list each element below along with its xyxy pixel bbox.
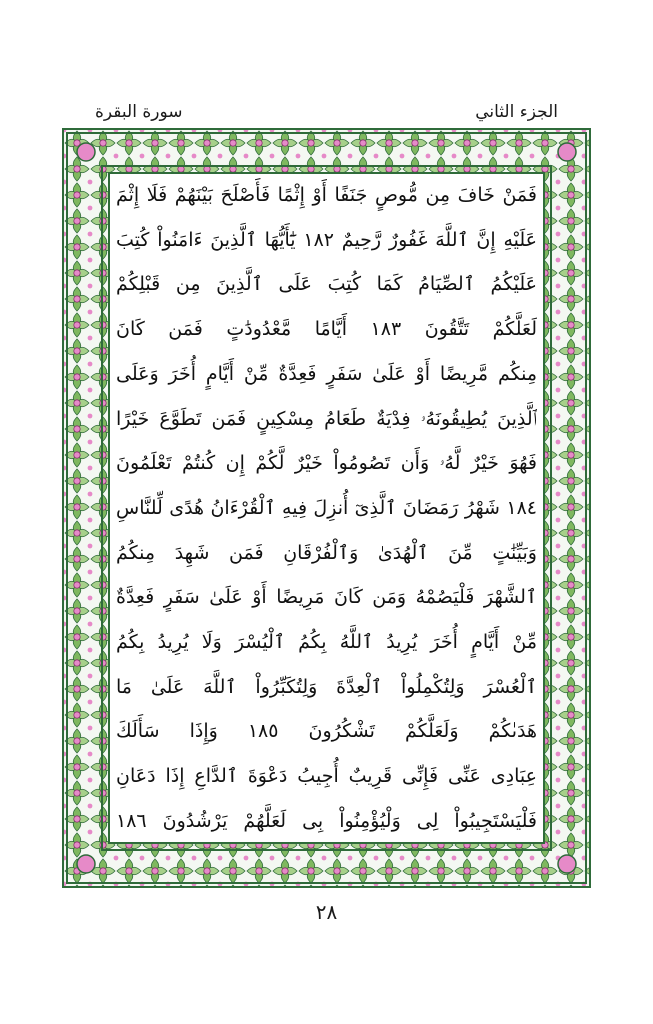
verse-line: عِبَادِى عَنِّى فَإِنِّى قَرِيبٌ أُجِيبُ دَعْوَةَ ٱلدَّاعِ إِذَا دَعَانِ xyxy=(116,765,537,788)
verse-line: فَلْيَسْتَجِيبُواْ لِى وَلْيُؤْمِنُواْ بِى لَعَلَّهُمْ يَرْشُدُونَ ١٨٦ xyxy=(116,809,537,832)
verse-line: مِّنْ أَيَّامٍ أُخَرَ يُرِيدُ ٱللَّهُ بِكُمُ ٱلْيُسْرَ وَلَا يُرِيدُ بِكُمُ xyxy=(116,631,537,654)
verse-line: وَبَيِّنَٰتٍ مِّنَ ٱلْهُدَىٰ وَٱلْفُرْقَانِ فَمَن شَهِدَ مِنكُمُ xyxy=(116,541,537,564)
page-header xyxy=(95,100,558,124)
verse-line: فَمَنْ خَافَ مِن مُّوصٍ جَنَفًا أَوْ إِثْمًا فَأَصْلَحَ بَيْنَهُمْ فَلَا إِثْمَ xyxy=(116,184,537,206)
verse-line: لَعَلَّكُمْ تَتَّقُونَ ١٨٣ أَيَّامًا مَّعْدُودَٰتٍ فَمَن كَانَ xyxy=(116,318,537,341)
surah-label: سورة البقرة xyxy=(95,102,183,122)
verse-line: عَلَيْهِ إِنَّ ٱللَّهَ غَفُورٌ رَّحِيمٌ ١٨٢ يَٰٓأَيُّهَا ٱلَّذِينَ ءَامَنُواْ كُتِبَ xyxy=(116,228,537,251)
verse-line: ١٨٤ شَهْرُ رَمَضَانَ ٱلَّذِىٓ أُنزِلَ فِيهِ ٱلْقُرْءَانُ هُدًى لِّلنَّاسِ xyxy=(116,496,537,519)
verse-line: ٱلشَّهْرَ فَلْيَصُمْهُ وَمَن كَانَ مَرِيضًا أَوْ عَلَىٰ سَفَرٍ فَعِدَّةٌ xyxy=(116,586,537,609)
verse-line: هَدَىٰكُمْ وَلَعَلَّكُمْ تَشْكُرُونَ ١٨٥ وَإِذَا سَأَلَكَ xyxy=(116,720,537,743)
verse-line: مِنكُم مَّرِيضًا أَوْ عَلَىٰ سَفَرٍ فَعِدَّةٌ مِّنْ أَيَّامٍ أُخَرَ وَعَلَى xyxy=(116,362,537,385)
page-number: ٢٨ xyxy=(315,900,338,924)
verse-line: ٱلَّذِينَ يُطِيقُونَهُۥ فِدْيَةٌ طَعَامُ مِسْكِينٍ فَمَن تَطَوَّعَ خَيْرًا xyxy=(116,407,537,430)
juz-label: الجزء الثاني xyxy=(475,102,558,122)
verse-line: عَلَيْكُمُ ٱلصِّيَامُ كَمَا كُتِبَ عَلَى ٱلَّذِينَ مِن قَبْلِكُمْ xyxy=(116,273,537,296)
verse-line: فَهُوَ خَيْرٌ لَّهُۥ وَأَن تَصُومُواْ خَيْرٌ لَّكُمْ إِن كُنتُمْ تَعْلَمُونَ xyxy=(116,452,537,475)
verse-line: ٱلْعُسْرَ وَلِتُكْمِلُواْ ٱلْعِدَّةَ وَلِتُكَبِّرُواْ ٱللَّهَ عَلَىٰ مَا xyxy=(116,675,537,698)
verse-text-block xyxy=(116,176,537,840)
